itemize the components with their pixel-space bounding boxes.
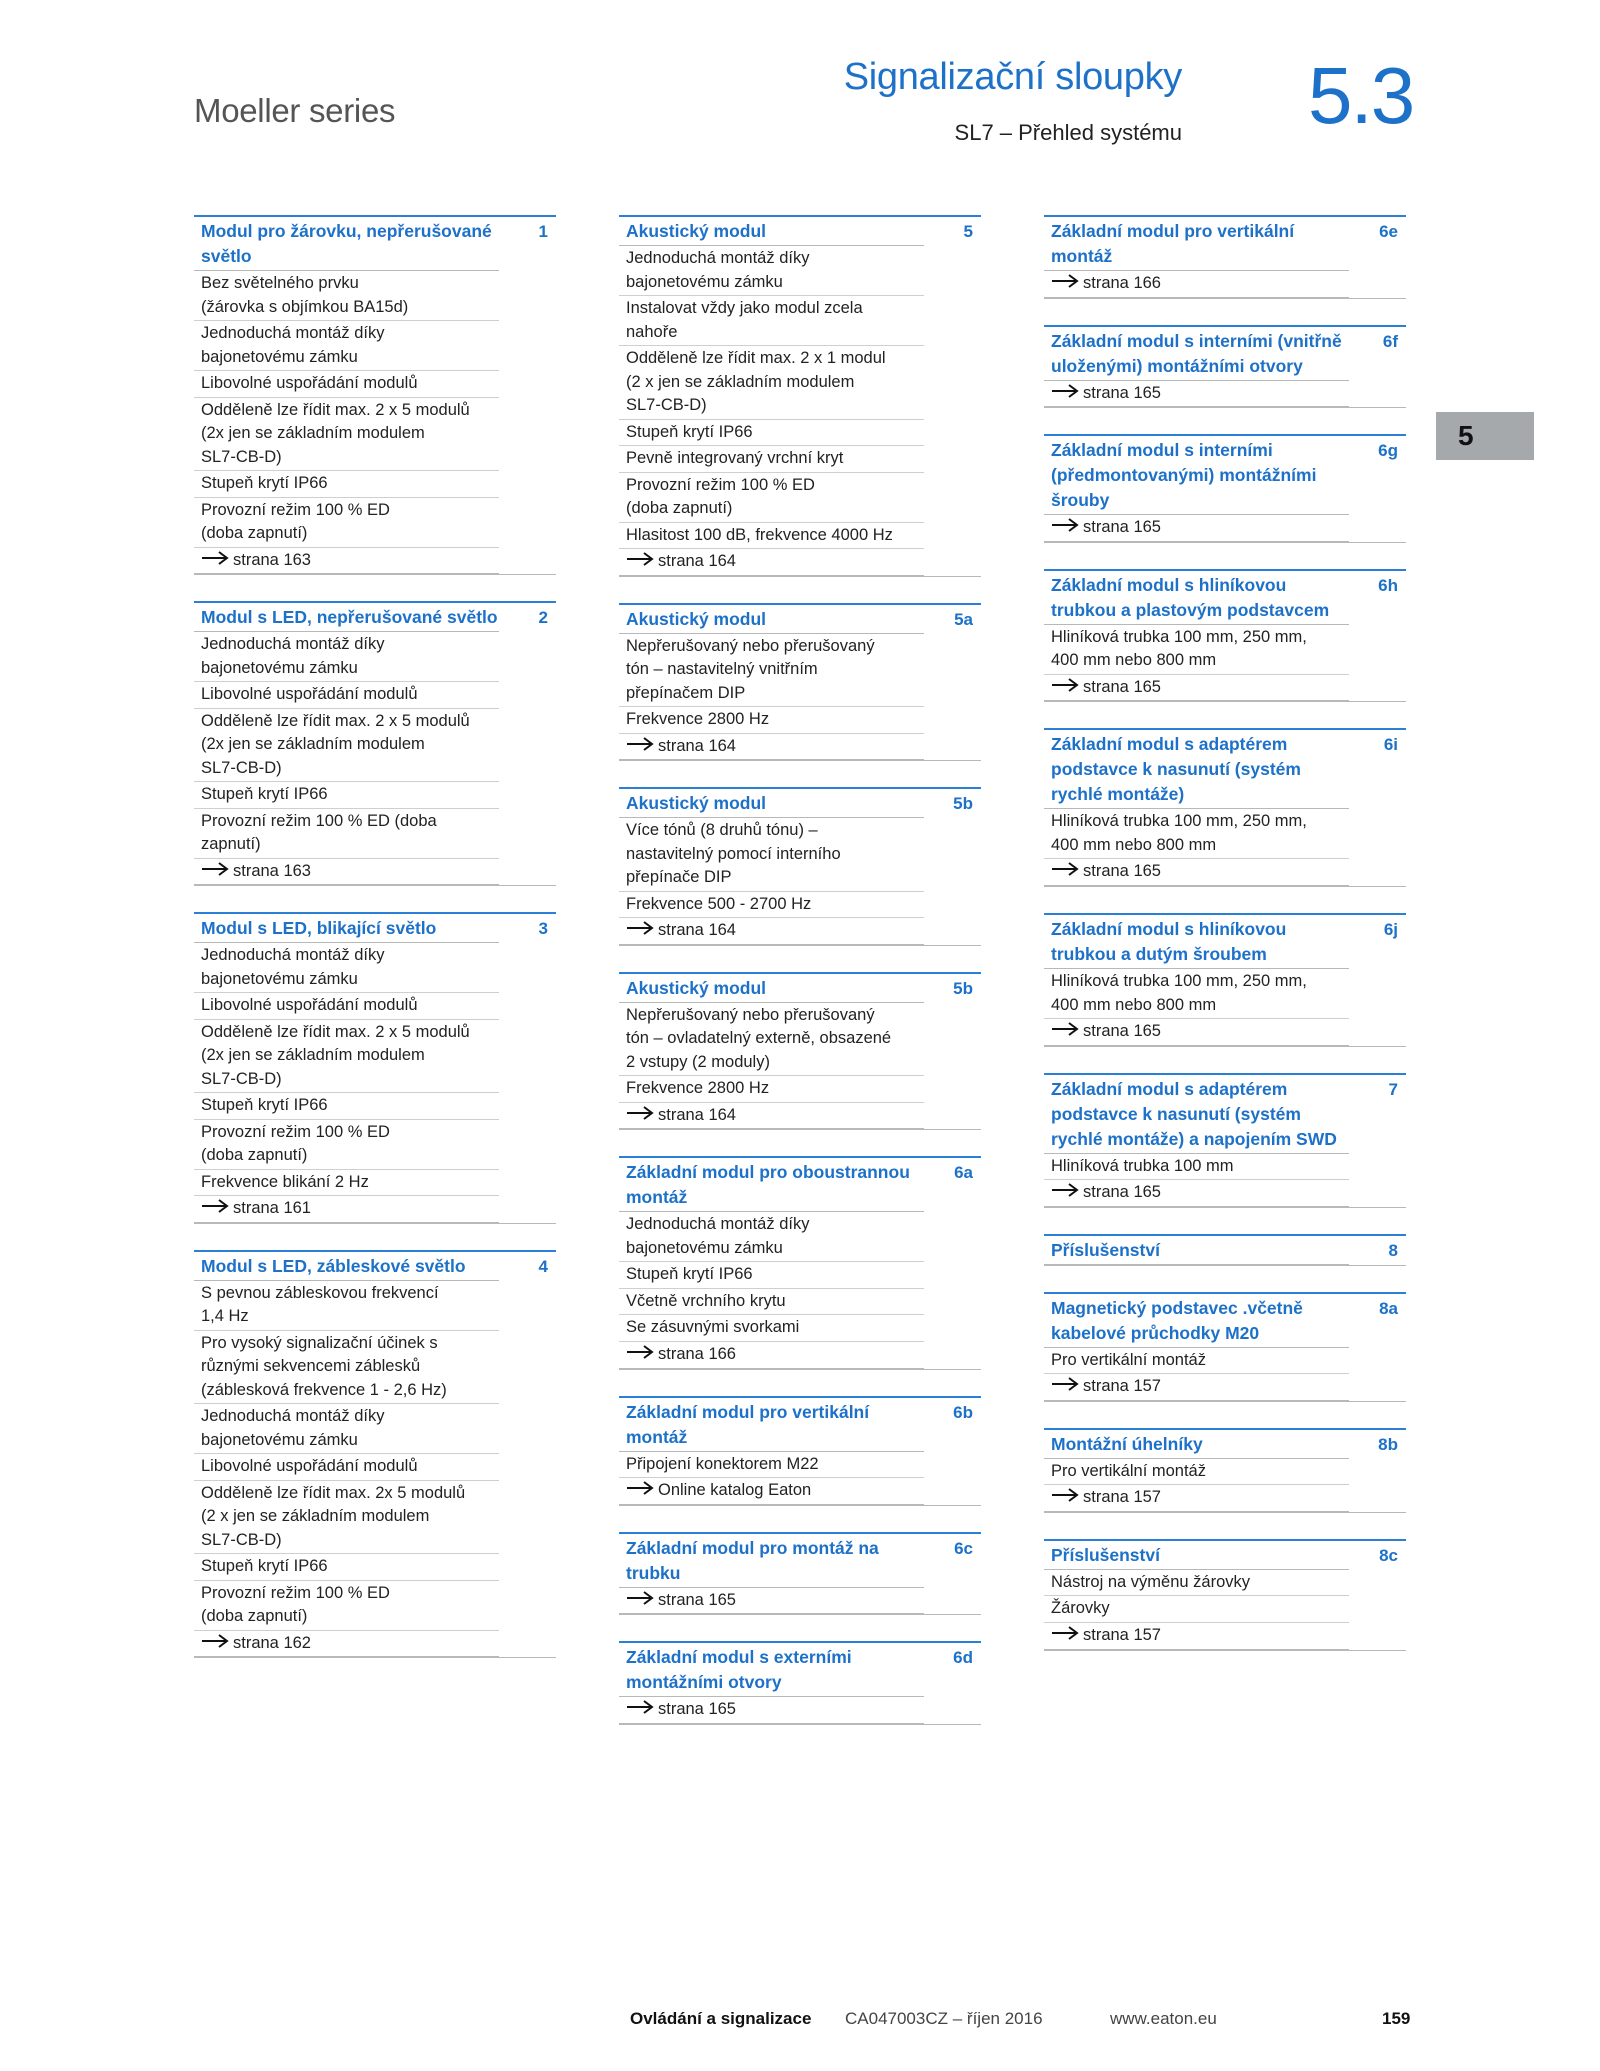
page-reference-text: strana 165 [1083,383,1161,402]
module-number: 6c [954,1538,973,1558]
module-number: 7 [1388,1079,1398,1099]
feature-row: Instalovat vždy jako modul zcela nahoře [619,296,924,346]
module-title: Základní modul s externími montážními otvory [619,1643,924,1697]
page-reference-link[interactable] [619,1697,924,1723]
module-number: 6i [1383,735,1398,755]
module-title: Základní modul s hliníkovou trubkou a dutým šroubem [1044,915,1349,969]
page-reference-link[interactable] [1044,1485,1349,1511]
arrow-right-icon [626,1343,654,1367]
arrow-right-icon [201,860,229,884]
module-block [194,912,556,1224]
block-divider [1044,1401,1406,1402]
arrow-right-icon [201,549,229,573]
module-title: Modul s LED, blikající světlo [194,914,499,943]
module-block [1044,913,1406,1047]
module-number: 6b [953,1402,973,1422]
arrow-right-icon [626,919,654,943]
page-reference-link[interactable] [194,548,499,574]
page-reference-text: strana 165 [1083,862,1161,881]
module-title: Základní modul pro oboustrannou montáž [619,1158,924,1212]
block-divider [619,1724,981,1725]
module-block [194,215,556,575]
block-divider [619,760,981,761]
page-reference-link[interactable] [619,549,924,575]
module-title: Akustický modul [619,974,924,1003]
page-reference-text: strana 165 [1083,1183,1161,1202]
feature-row: Stupeň krytí IP66 [194,471,499,498]
arrow-right-icon [626,1698,654,1722]
page-reference-link[interactable] [619,918,924,944]
module-number: 5a [954,609,973,629]
module-number: 6e [1379,222,1398,241]
module-rows [1044,1075,1349,1207]
module-number: 8c [1379,1545,1398,1565]
arrow-right-icon [1051,1624,1079,1648]
module-title: Modul s LED, nepřerušované světlo [194,603,499,632]
module-rows [1044,571,1349,702]
feature-row: Odděleně lze řídit max. 2 x 5 modulů (2x jen se základním modulem SL7-CB-D) [194,709,499,783]
block-divider [1044,407,1406,408]
page-reference-text: strana 164 [658,736,736,755]
module-rows [619,1643,924,1724]
module-block [1044,569,1406,703]
block-divider [1044,1265,1406,1266]
page-reference-link[interactable] [1044,515,1349,541]
feature-row: Provozní režim 100 % ED (doba zapnutí) [194,1120,499,1170]
feature-row: Stupeň krytí IP66 [194,1554,499,1581]
feature-row: Libovolné uspořádání modulů [194,1454,499,1481]
arrow-right-icon [1051,272,1079,296]
feature-row: Libovolné uspořádání modulů [194,371,499,398]
module-rows [1044,327,1349,408]
feature-row: Stupeň krytí IP66 [619,420,924,447]
arrow-right-icon [1051,382,1079,406]
footer-website-link[interactable]: www.eaton.eu [1110,2009,1217,2028]
page-reference-text: strana 165 [1083,1022,1161,1041]
module-block [619,1396,981,1506]
feature-row: Nástroj na výměnu žárovky [1044,1570,1349,1597]
feature-row: Jednoduchá montáž díky bajonetovému zámku [619,1212,924,1262]
module-rows [1044,1236,1349,1265]
chapter-subtitle: SL7 – Přehled systému [954,120,1182,145]
chapter-title: Signalizační sloupky [843,56,1182,98]
block-divider [1044,701,1406,702]
feature-row: Odděleně lze řídit max. 2 x 1 modul (2 x jen se základním modulem SL7-CB-D) [619,346,924,420]
column-3 [1044,215,1406,1677]
module-block [619,787,981,946]
feature-row: Provozní režim 100 % ED (doba zapnutí) [619,473,924,523]
block-divider [1044,886,1406,887]
page-reference-text: strana 157 [1083,1377,1161,1396]
block-divider [194,574,556,575]
module-block [619,1532,981,1616]
module-title: Základní modul s interními (předmontovanými) montážními šrouby [1044,436,1349,515]
block-divider [619,1369,981,1370]
module-number: 8a [1379,1298,1398,1318]
module-rows [619,605,924,761]
module-rows [1044,1294,1349,1401]
module-block [619,1156,981,1369]
module-rows [619,974,924,1130]
module-rows [1044,436,1349,542]
feature-row: Jednoduchá montáž díky bajonetovému zámku [194,321,499,371]
page-reference-text: strana 165 [1083,518,1161,537]
feature-row: Včetně vrchního krytu [619,1289,924,1316]
page-reference-link[interactable] [619,1588,924,1614]
page-reference-link[interactable] [619,1103,924,1129]
page-reference-link[interactable] [1044,1374,1349,1400]
page-reference-text: strana 162 [233,1633,311,1652]
module-rows [1044,915,1349,1046]
page-reference-text: strana 165 [658,1590,736,1609]
module-title: Akustický modul [619,605,924,634]
feature-row: Žárovky [1044,1596,1349,1623]
module-title: Základní modul s interními (vnitřně uloženými) montážními otvory [1044,327,1349,381]
page-reference-link[interactable] [1044,1019,1349,1045]
module-block [194,1250,556,1659]
page-reference-link[interactable] [1044,859,1349,885]
arrow-right-icon [1051,516,1079,540]
footer-label: Ovládání a signalizace [630,2009,812,2028]
block-divider [1044,1207,1406,1208]
module-number: 6d [953,1648,973,1668]
column-2 [619,215,981,1751]
feature-row: Provozní režim 100 % ED (doba zapnutí) [194,498,499,548]
feature-row: Více tónů (8 druhů tónu) – nastavitelný pomocí interního přepínače DIP [619,818,924,892]
feature-row: Stupeň krytí IP66 [619,1262,924,1289]
arrow-right-icon [626,735,654,759]
feature-row: S pevnou zábleskovou frekvencí 1,4 Hz [194,1281,499,1331]
arrow-right-icon [626,1479,654,1503]
arrow-right-icon [1051,1375,1079,1399]
feature-row: Nepřerušovaný nebo přerušovaný tón – nastavitelný vnitřním přepínačem DIP [619,634,924,708]
module-rows [619,789,924,945]
feature-row: Hliníková trubka 100 mm, 250 mm, 400 mm nebo 800 mm [1044,969,1349,1019]
module-rows [1044,1541,1349,1650]
module-number: 1 [538,222,548,241]
page-reference-link[interactable] [1044,675,1349,701]
page-reference-text: strana 163 [233,861,311,880]
block-divider [194,1223,556,1224]
page-reference-text: strana 166 [658,1345,736,1364]
module-number: 2 [538,608,548,628]
block-divider [1044,1046,1406,1047]
arrow-right-icon [201,1197,229,1221]
page-reference-text: strana 166 [1083,274,1161,293]
module-block [1044,325,1406,409]
module-rows [194,217,499,574]
module-title: Magnetický podstavec .včetně kabelové průchodky M20 [1044,1294,1349,1348]
page-reference-link[interactable] [1044,1180,1349,1206]
module-block [1044,1292,1406,1402]
feature-row: Frekvence 2800 Hz [619,1076,924,1103]
feature-row: Pro vertikální montáž [1044,1459,1349,1486]
module-block [1044,728,1406,887]
module-title: Modul s LED, zábleskové světlo [194,1252,499,1281]
module-rows [1044,217,1349,298]
module-rows [619,217,924,576]
page-reference-text: Online katalog Eaton [658,1481,812,1500]
module-number: 6a [954,1163,973,1183]
page-reference-link[interactable] [194,1631,499,1657]
arrow-right-icon [1051,1181,1079,1205]
module-block [1044,1234,1406,1266]
module-block [1044,1073,1406,1208]
module-rows [1044,1430,1349,1512]
page-reference-text: strana 157 [1083,1488,1161,1507]
module-block [619,1641,981,1725]
module-title: Základní modul s hliníkovou trubkou a plastovým podstavcem [1044,571,1349,625]
module-title: Akustický modul [619,217,924,246]
feature-row: Frekvence 2800 Hz [619,707,924,734]
arrow-right-icon [626,1104,654,1128]
feature-row: Frekvence 500 - 2700 Hz [619,892,924,919]
feature-row: Nepřerušovaný nebo přerušovaný tón – ovladatelný externě, obsazené 2 vstupy (2 moduly) [619,1003,924,1077]
feature-row: Frekvence blikání 2 Hz [194,1170,499,1197]
module-rows [1044,730,1349,886]
module-rows [619,1158,924,1368]
feature-row: Jednoduchá montáž díky bajonetovému zámku [194,1404,499,1454]
module-block [1044,215,1406,299]
feature-row: Se zásuvnými svorkami [619,1315,924,1342]
module-block [619,603,981,762]
arrow-right-icon [626,1589,654,1613]
module-block [1044,1428,1406,1513]
module-title: Základní modul pro montáž na trubku [619,1534,924,1588]
module-rows [194,603,499,885]
module-title: Základní modul s adaptérem podstavce k nasunutí (systém rychlé montáže) a napojením SWD [1044,1075,1349,1154]
feature-row: Hliníková trubka 100 mm [1044,1154,1349,1181]
feature-row: Pro vertikální montáž [1044,1348,1349,1375]
module-number: 4 [538,1256,548,1276]
arrow-right-icon [201,1632,229,1656]
feature-row: Jednoduchá montáž díky bajonetovému zámku [194,943,499,993]
feature-row: Stupeň krytí IP66 [194,1093,499,1120]
page-reference-text: strana 165 [1083,677,1161,696]
module-block [619,215,981,577]
page-reference-text: strana 161 [233,1199,311,1218]
module-number: 5b [953,978,973,998]
module-number: 6f [1382,331,1398,351]
chapter-side-tab[interactable]: 5 [1436,412,1534,460]
footer-catalog-code: CA047003CZ – říjen 2016 [845,2009,1043,2028]
feature-row: Připojení konektorem M22 [619,1452,924,1479]
feature-row: Jednoduchá montáž díky bajonetovému zámku [194,632,499,682]
module-title: Modul pro žárovku, nepřerušované světlo [194,217,499,271]
block-divider [619,945,981,946]
feature-row: Provozní režim 100 % ED (doba zapnutí) [194,1581,499,1631]
module-number: 5 [963,222,973,241]
page-reference-link[interactable] [1044,1623,1349,1649]
page-reference-link[interactable] [1044,271,1349,297]
feature-row: Pevně integrovaný vrchní kryt [619,446,924,473]
arrow-right-icon [1051,860,1079,884]
page-reference-text: strana 164 [658,552,736,571]
module-rows [194,1252,499,1658]
block-divider [1044,542,1406,543]
block-divider [194,1657,556,1658]
module-rows [619,1534,924,1615]
feature-row: Libovolné uspořádání modulů [194,682,499,709]
arrow-right-icon [1051,1020,1079,1044]
block-divider [619,1129,981,1130]
module-block [619,972,981,1131]
module-title: Příslušenství [1051,1239,1160,1260]
module-title: Základní modul pro vertikální montáž [1044,217,1349,271]
page-reference-text: strana 163 [233,550,311,569]
page-reference-link[interactable] [619,1478,924,1504]
module-title: Základní modul pro vertikální montáž [619,1398,924,1452]
arrow-right-icon [1051,676,1079,700]
page-reference-text: strana 164 [658,921,736,940]
column-1 [194,215,556,1684]
module-title: Příslušenství [1044,1541,1349,1570]
feature-row: Odděleně lze řídit max. 2x 5 modulů (2 x jen se základním modulem SL7-CB-D) [194,1481,499,1555]
page-reference-link[interactable] [194,859,499,885]
feature-row: Jednoduchá montáž díky bajonetovému zámku [619,246,924,296]
module-number: 5b [953,794,973,814]
series-name: Moeller series [194,92,396,129]
module-block [1044,1539,1406,1651]
module-number: 6h [1378,575,1398,595]
feature-row: Pro vysoký signalizační účinek s různými sekvencemi záblesků (záblesková frekvence 1 - 2,6 Hz) [194,1331,499,1405]
module-title: Montážní úhelníky [1044,1430,1349,1459]
page-reference-link[interactable] [619,734,924,760]
block-divider [619,1614,981,1615]
module-title: Akustický modul [619,789,924,818]
block-divider [1044,1512,1406,1513]
module-number: 6j [1383,920,1398,940]
feature-row: Libovolné uspořádání modulů [194,993,499,1020]
arrow-right-icon [1051,1486,1079,1510]
block-divider [1044,298,1406,299]
feature-row: Stupeň krytí IP66 [194,782,499,809]
page-number: 159 [1382,2009,1411,2028]
block-divider [619,1505,981,1506]
feature-row: Provozní režim 100 % ED (doba zapnutí) [194,809,499,859]
block-divider [1044,1650,1406,1651]
block-divider [619,576,981,577]
module-rows [194,914,499,1223]
page-reference-text: strana 157 [1083,1626,1161,1645]
feature-row: Bez světelného prvku (žárovka s objímkou BA15d) [194,271,499,321]
feature-row: Hliníková trubka 100 mm, 250 mm, 400 mm nebo 800 mm [1044,625,1349,675]
module-number: 6g [1378,441,1398,461]
section-number: 5.3 [1308,51,1414,140]
feature-row: Hlasitost 100 dB, frekvence 4000 Hz [619,523,924,550]
page-reference-link[interactable] [194,1196,499,1222]
block-divider [194,885,556,886]
page-reference-link[interactable] [1044,381,1349,407]
module-number: 8 [1388,1240,1398,1260]
module-rows [619,1398,924,1505]
feature-row: Hliníková trubka 100 mm, 250 mm, 400 mm nebo 800 mm [1044,809,1349,859]
module-block [194,601,556,886]
module-number: 3 [538,919,548,939]
module-number: 8b [1378,1434,1398,1454]
feature-row: Odděleně lze řídit max. 2 x 5 modulů (2x jen se základním modulem SL7-CB-D) [194,398,499,472]
page-reference-link[interactable] [619,1342,924,1368]
arrow-right-icon [626,550,654,574]
module-title: Základní modul s adaptérem podstavce k nasunutí (systém rychlé montáže) [1044,730,1349,809]
page-reference-text: strana 165 [658,1700,736,1719]
module-block [1044,434,1406,543]
feature-row: Odděleně lze řídit max. 2 x 5 modulů (2x jen se základním modulem SL7-CB-D) [194,1020,499,1094]
page-reference-text: strana 164 [658,1105,736,1124]
